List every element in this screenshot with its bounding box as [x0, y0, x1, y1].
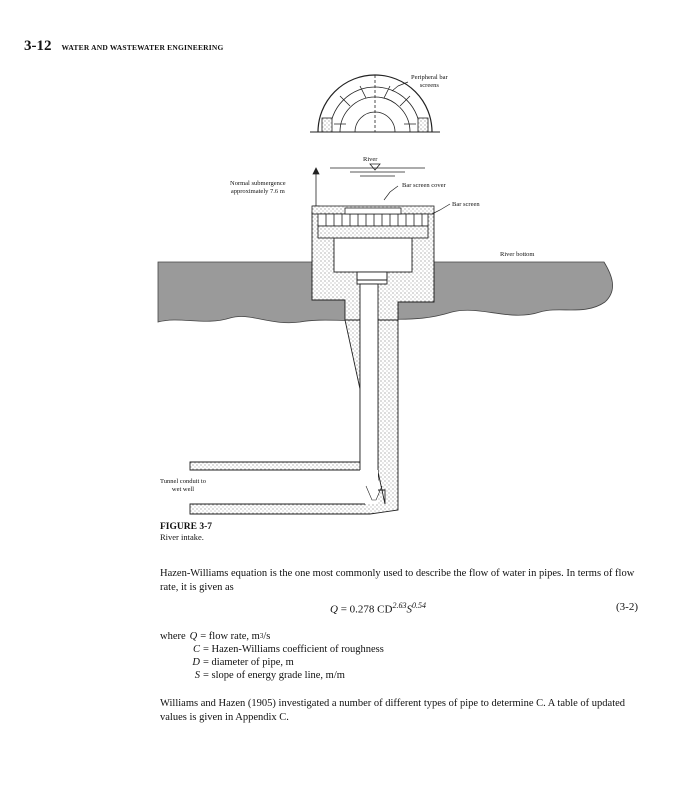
- label-bar-screen-cover: Bar screen cover: [402, 182, 446, 189]
- river-intake-figure: [0, 60, 689, 520]
- label-tunnel-conduit: Tunnel conduit to wet well: [160, 478, 206, 493]
- label-normal-submergence: Normal submergence approximately 7.6 m: [230, 180, 286, 195]
- page-number: 3-12: [24, 38, 52, 54]
- running-head: WATER AND WASTEWATER ENGINEERING: [61, 43, 224, 52]
- label-river-bottom: River bottom: [500, 251, 535, 258]
- label-peripheral-bar-screens: Peripheral bar screens: [411, 74, 448, 89]
- definition-row: C = Hazen-Williams coefficient of roughness: [192, 644, 384, 655]
- paragraph-1: Hazen-Williams equation is the one most commonly used to describe the flow of water in pipes. In terms of flow rate, it is given as: [160, 568, 635, 593]
- figure-number: FIGURE 3-7: [160, 522, 212, 532]
- label-river: River: [363, 156, 378, 163]
- equation-body: Q = 0.278 $CD^{2.63}S^{0.54}$: [330, 601, 426, 616]
- figure-caption: [160, 522, 212, 542]
- page-header: [24, 38, 224, 55]
- definition-row: where Q = flow rate, m 3 /s: [160, 631, 271, 642]
- variable-definitions: [160, 630, 384, 682]
- definition-row: S = slope of energy grade line, m/m: [194, 670, 345, 681]
- paragraph-2: Williams and Hazen (1905) investigated a number of different types of pipe to determine C. A table of updated values is given in Appendix C.: [160, 698, 626, 723]
- water-surface: [330, 164, 425, 176]
- submergence-dimension: [313, 168, 319, 212]
- equation-number: (3-2): [616, 601, 638, 613]
- figure-title: River intake.: [160, 532, 204, 542]
- bar-screen-assembly: [312, 206, 434, 238]
- label-bar-screen: Bar screen: [452, 201, 480, 208]
- definition-row: D = diameter of pipe, m: [192, 657, 294, 668]
